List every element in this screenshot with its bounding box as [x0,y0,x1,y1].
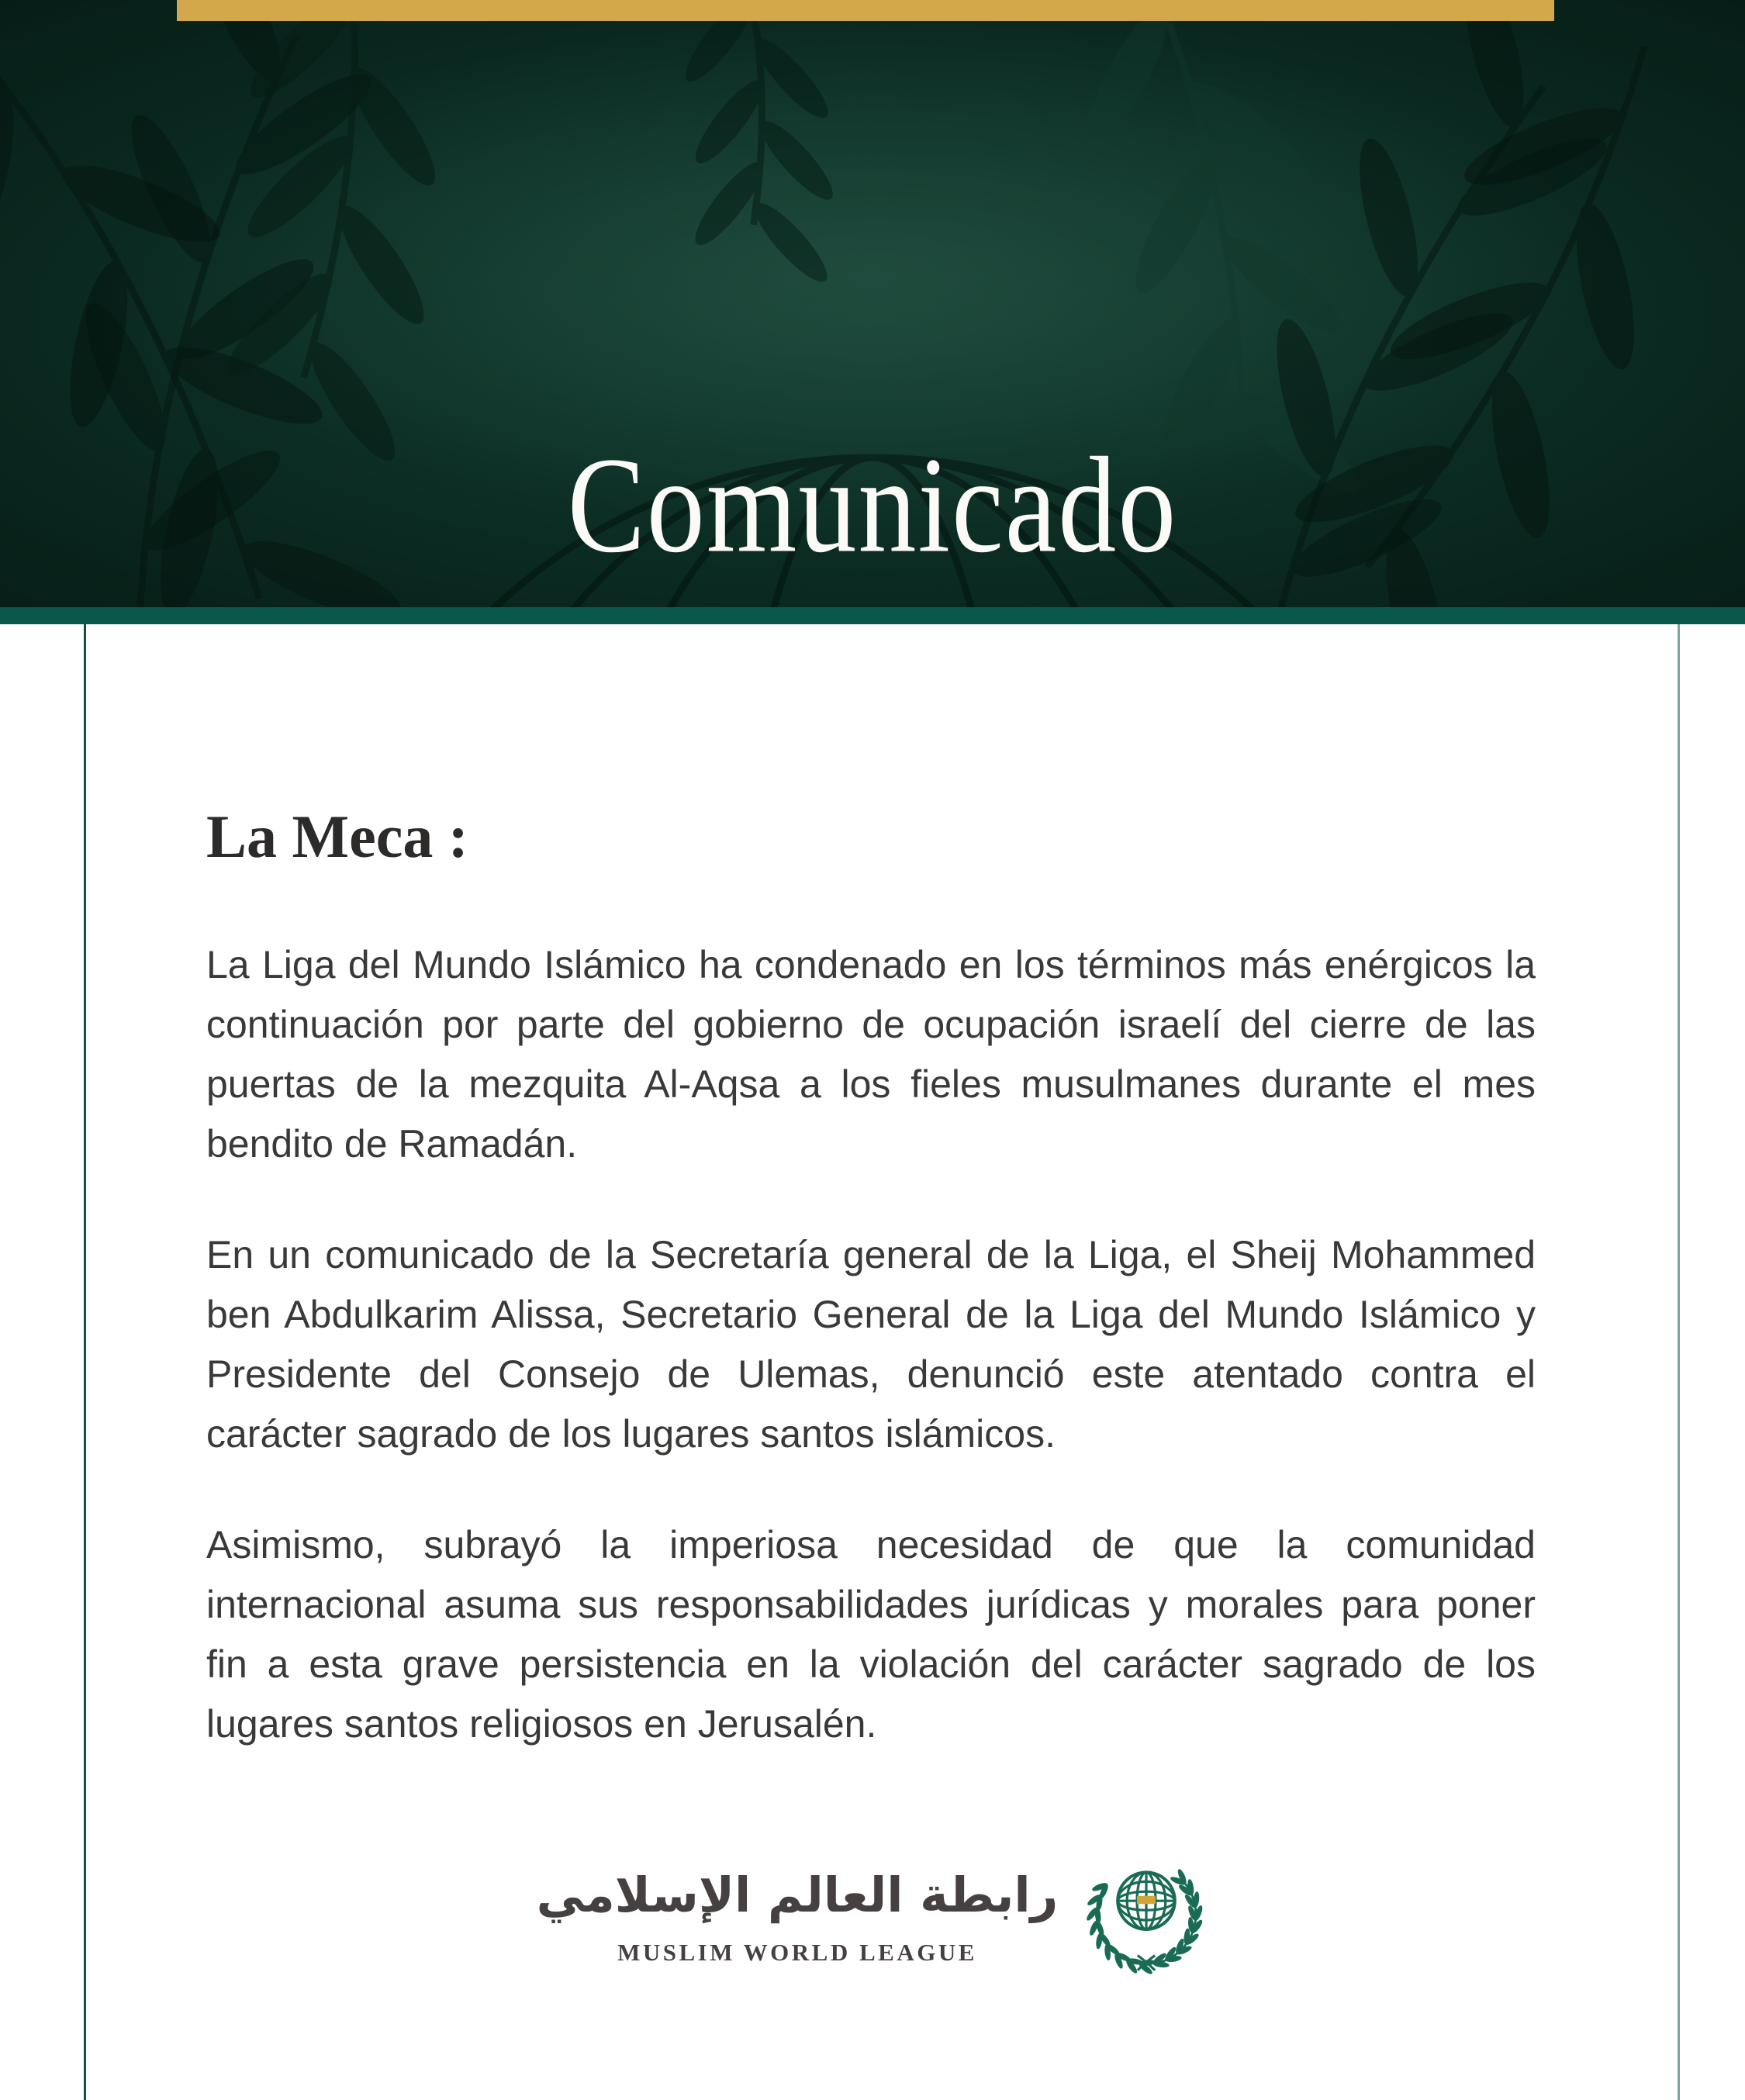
paragraph-line: Presidente del Consejo de Ulemas, denunció este atentado contra el [206,1352,1536,1396]
paragraph [206,1225,1536,1464]
teal-divider-band [0,607,1745,624]
paragraph-line: ben Abdulkarim Alissa, Secretario General de la Liga del Mundo Islámico y [206,1293,1536,1336]
paragraph-line: internacional asuma sus responsabilidades jurídicas y morales para poner [206,1583,1536,1626]
paragraph [206,1515,1536,1754]
paragraph-line: fin a esta grave persistencia en la violación del carácter sagrado de los [206,1642,1536,1686]
dateline: La Meca : [206,803,468,870]
header-banner [0,0,1745,607]
paragraph-line: carácter sagrado de los lugares santos islámicos. [206,1412,1056,1456]
paragraph-line: puertas de la mezquita Al-Aqsa a los fieles musulmanes durante el mes [206,1062,1536,1106]
globe-laurel-wreath-icon [1084,1855,1208,1979]
paragraph-line: Asimismo, subrayó la imperiosa necesidad de que la comunidad [206,1523,1536,1566]
paragraph-line: continuación por parte del gobierno de ocupación israelí del cierre de las [206,1003,1536,1046]
logo-latin-name: MUSLIM WORLD LEAGUE [617,1939,977,1966]
paragraphs [206,935,1536,1754]
page-title: Comunicado [567,429,1178,582]
logo-wordmark [537,1855,1059,1967]
logo-arabic-calligraphy: رابطة العالم الإسلامي [536,1867,1059,1923]
paragraph-line: lugares santos religiosos en Jerusalén. [206,1702,877,1746]
paragraph-line: bendito de Ramadán. [206,1122,578,1166]
gold-accent-bar [177,0,1554,21]
footer-logo [0,1855,1745,1979]
paragraph-line: La Liga del Mundo Islámico ha condenado en los términos más enérgicos la [206,943,1536,986]
article-body [206,803,1536,1805]
paragraph [206,935,1536,1174]
paragraph-line: En un comunicado de la Secretaría general de la Liga, el Sheij Mohammed [206,1233,1536,1276]
